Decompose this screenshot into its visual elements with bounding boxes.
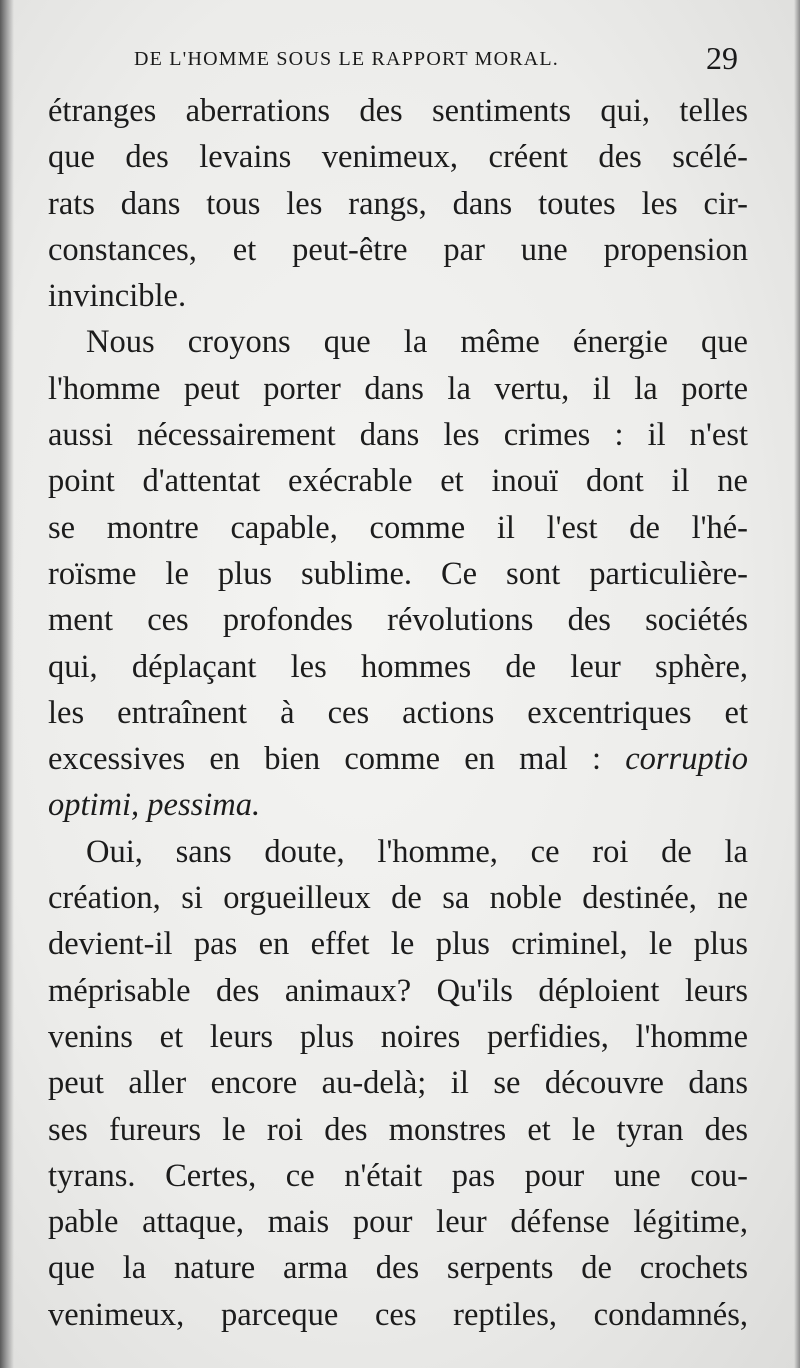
text-line: point d'attentat exécrable et inouï dont il ne (48, 463, 748, 500)
text-line: Nous croyons que la même énergie que (86, 324, 748, 361)
text-line: invincible. (48, 278, 187, 315)
text-line: constances, et peut-être par une propension (48, 231, 748, 268)
text-line: peut aller encore au-delà; il se découvre dans (48, 1065, 748, 1102)
page-right-edge-shadow (794, 0, 800, 1368)
text-line: pable attaque, mais pour leur défense légitime, (48, 1204, 748, 1241)
text-line: ment ces profondes révolutions des sociétés (48, 602, 748, 639)
page-number: 29 (706, 40, 738, 76)
text-line: venins et leurs plus noires perfidies, l'homme (48, 1018, 748, 1055)
text-line (48, 736, 748, 782)
text-line: se montre capable, comme il l'est de l'hé- (48, 509, 748, 546)
text-line: l'homme peut porter dans la vertu, il la porte (48, 370, 748, 407)
text-line: Oui, sans doute, l'homme, ce roi de la (86, 833, 748, 870)
text-line: aussi nécessairement dans les crimes : il n'est (48, 417, 748, 454)
text-line: rats dans tous les rangs, dans toutes les cir- (48, 185, 748, 222)
text-line: devient-il pas en effet le plus criminel, le plus (48, 926, 748, 963)
text-roman: excessives en bien comme en mal : (48, 741, 602, 778)
page-header (134, 42, 738, 82)
text-line: qui, déplaçant les hommes de leur sphère, (48, 648, 748, 685)
latin-quote: optimi, pessima. (48, 787, 261, 824)
text-line: les entraînent à ces actions excentriques et (48, 694, 748, 731)
page-left-edge-shadow (0, 0, 14, 1368)
text-line: méprisable des animaux? Qu'ils déploient leurs (48, 972, 748, 1009)
text-line: ses fureurs le roi des monstres et le tyran des (48, 1111, 748, 1148)
body-text (48, 88, 748, 1338)
text-line: création, si orgueilleux de sa noble destinée, ne (48, 880, 748, 917)
text-line: venimeux, parceque ces reptiles, condamnés, (48, 1296, 748, 1333)
paragraph (48, 88, 748, 319)
text-line: étranges aberrations des sentiments qui, telles (48, 93, 748, 129)
running-head: DE L'HOMME SOUS LE RAPPORT MORAL. (134, 48, 560, 70)
text-line: que la nature arma des serpents de crochets (48, 1250, 748, 1287)
paragraph (48, 829, 748, 1338)
paragraph (48, 319, 748, 828)
text-line: tyrans. Certes, ce n'était pas pour une cou- (48, 1157, 748, 1194)
latin-quote: corruptio (625, 741, 748, 778)
text-line: roïsme le plus sublime. Ce sont particulière- (48, 555, 748, 592)
text-line: que des levains venimeux, créent des scélé- (48, 139, 748, 176)
